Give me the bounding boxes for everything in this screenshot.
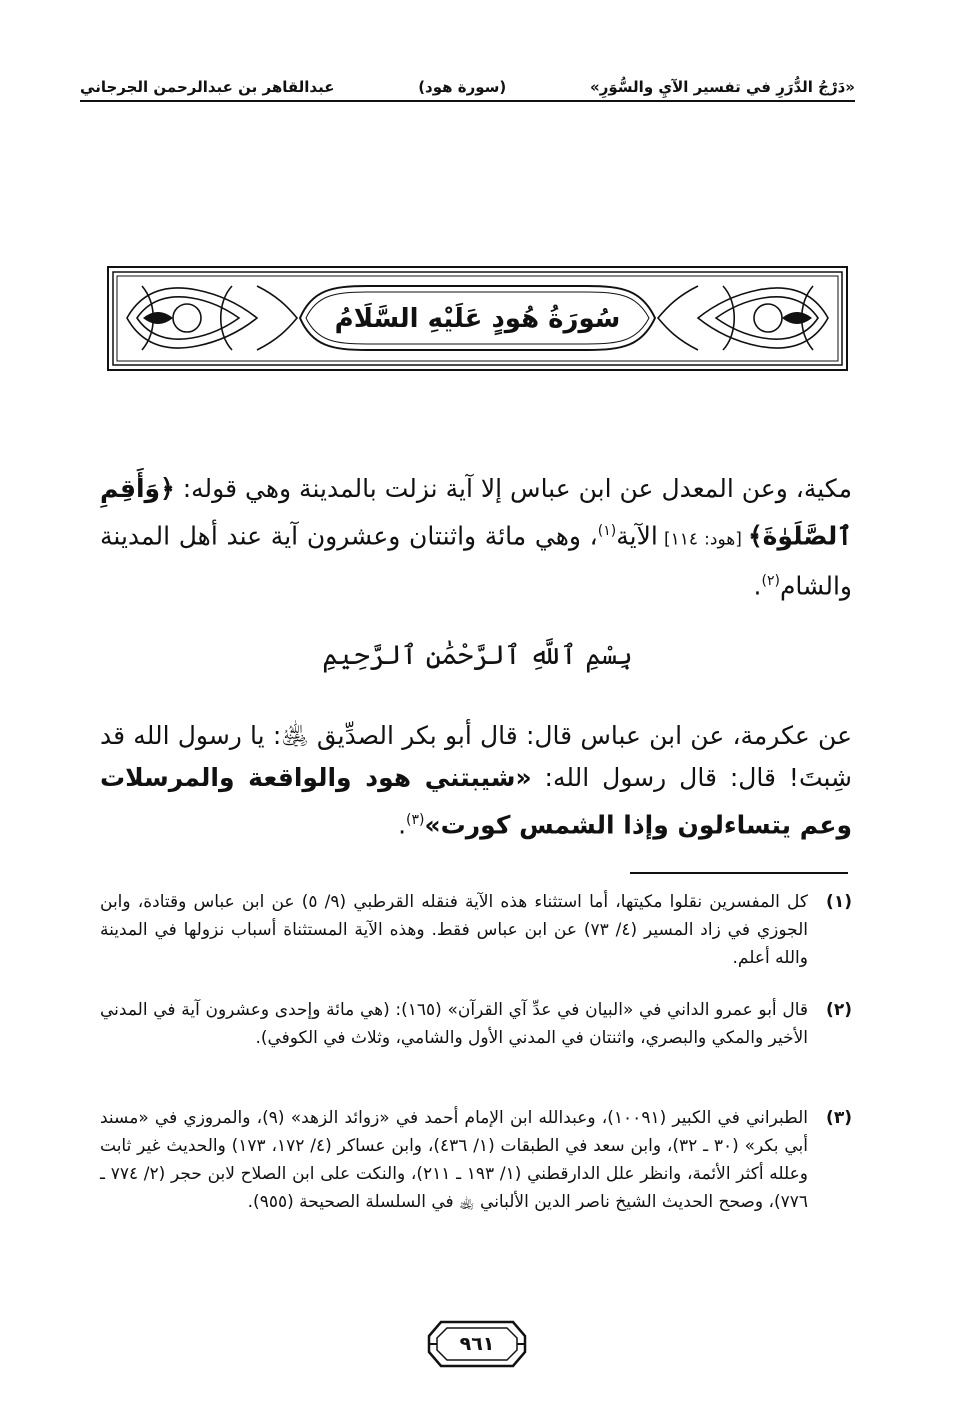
footnote-text: قال أبو عمرو الداني في «البيان في عدِّ آي القرآن» (١٦٥): (هي مائة وإحدى وعشرون آية في المدني الأخير والمكي والبصري، واثنتان في المدني الأول والشامي، وثلاث في الكوفي).: [100, 1000, 808, 1048]
quran-quote: ﴿وَأَقِمِ ٱلصَّلَوٰةَ﴾: [100, 474, 852, 551]
intro-end: .: [753, 571, 762, 601]
hadith-quote: «شيبتني هود والواقعة والمرسلات وعم يتساءلون وإذا الشمس كورت»: [100, 763, 852, 840]
running-header: [80, 72, 855, 102]
verse-reference: [هود: ١١٤]: [657, 529, 749, 550]
page-number-ornament: [427, 1318, 527, 1370]
footnote-rule: [630, 872, 848, 874]
intro-text-before: مكية، وعن المعدل عن ابن عباس إلا آية نزلت بالمدينة وهي قوله:: [174, 474, 852, 503]
footnote-number: (٢): [826, 1000, 852, 1020]
surah-title: سُورَةُ هُودٍ عَلَيْهِ السَّلَامُ: [334, 304, 621, 334]
footnote-item: [100, 1104, 852, 1216]
basmala: بِسْمِ ٱللَّهِ ٱلرَّحْمَٰنِ ٱلرَّحِيمِ: [322, 640, 633, 671]
hadith-end: .: [398, 810, 407, 840]
footnote-number: (٣): [826, 1108, 852, 1128]
footnote-text: الطبراني في الكبير (١٠٠٩١)، وعبدالله ابن الإمام أحمد في «زوائد الزهد» (٩)، والمروزي في «مسند أبي بكر» (٣٠ ـ ٣٢)، وابن سعد في الطبقات (١/ ٤٣٦)، وابن عساكر (٤/ ١٧٢، ١٧٣) والحديث غير ثابت وعلله أكثر الأئمة، وانظر علل الدارقطني (١/ ١٩٣ ـ ٢١١)، والنكت على ابن الصلاح لابن حجر (٢/ ٧٧٤ ـ ٧٧٦)، وصحح الحديث الشيخ ناصر الدين الألباني ﵀ في السلسلة الصحيحة (٩٥٥).: [100, 1108, 808, 1212]
page-number: ٩٦١: [459, 1333, 495, 1355]
intro-text-mid: الآية: [616, 521, 658, 551]
footnote-ref[interactable]: (٢): [761, 573, 780, 590]
author-name: عبدالقاهر بن عبدالرحمن الجرجاني: [80, 78, 335, 96]
hadith-paragraph: [100, 715, 852, 846]
intro-paragraph: [100, 468, 852, 608]
footnote-item: [100, 888, 852, 972]
intro-text-after: ، وهي مائة واثنتان وعشرون آية عند أهل المدينة والشام: [100, 521, 852, 601]
header-rule: [80, 100, 855, 102]
book-title: «دَرْجُ الدُّرَرِ في تفسير الآيِ والسُّوَرِ»: [590, 78, 855, 96]
footnote-ref[interactable]: (١): [597, 523, 617, 539]
footnote-text: كل المفسرين نقلوا مكيتها، أما استثناء هذه الآية فنقله القرطبي (٩/ ٥) عن ابن عباس وقتادة، وابن الجوزي في زاد المسير (٤/ ٧٣) عن ابن عباس فقط. وهذه الآية المستثناة أسباب نزولها في المدينة والله أعلم.: [100, 892, 808, 968]
hadith-text-before: عن عكرمة، عن ابن عباس قال: قال أبو بكر الصدِّيق ﵁: يا رسول الله قد شِبتَ! قال: قال رسول الله:: [100, 721, 852, 792]
footnote-number: (١): [826, 892, 852, 912]
footnote-item: [100, 996, 852, 1052]
chapter-title: (سورة هود): [418, 78, 507, 96]
footnote-ref[interactable]: (٣): [406, 812, 425, 828]
